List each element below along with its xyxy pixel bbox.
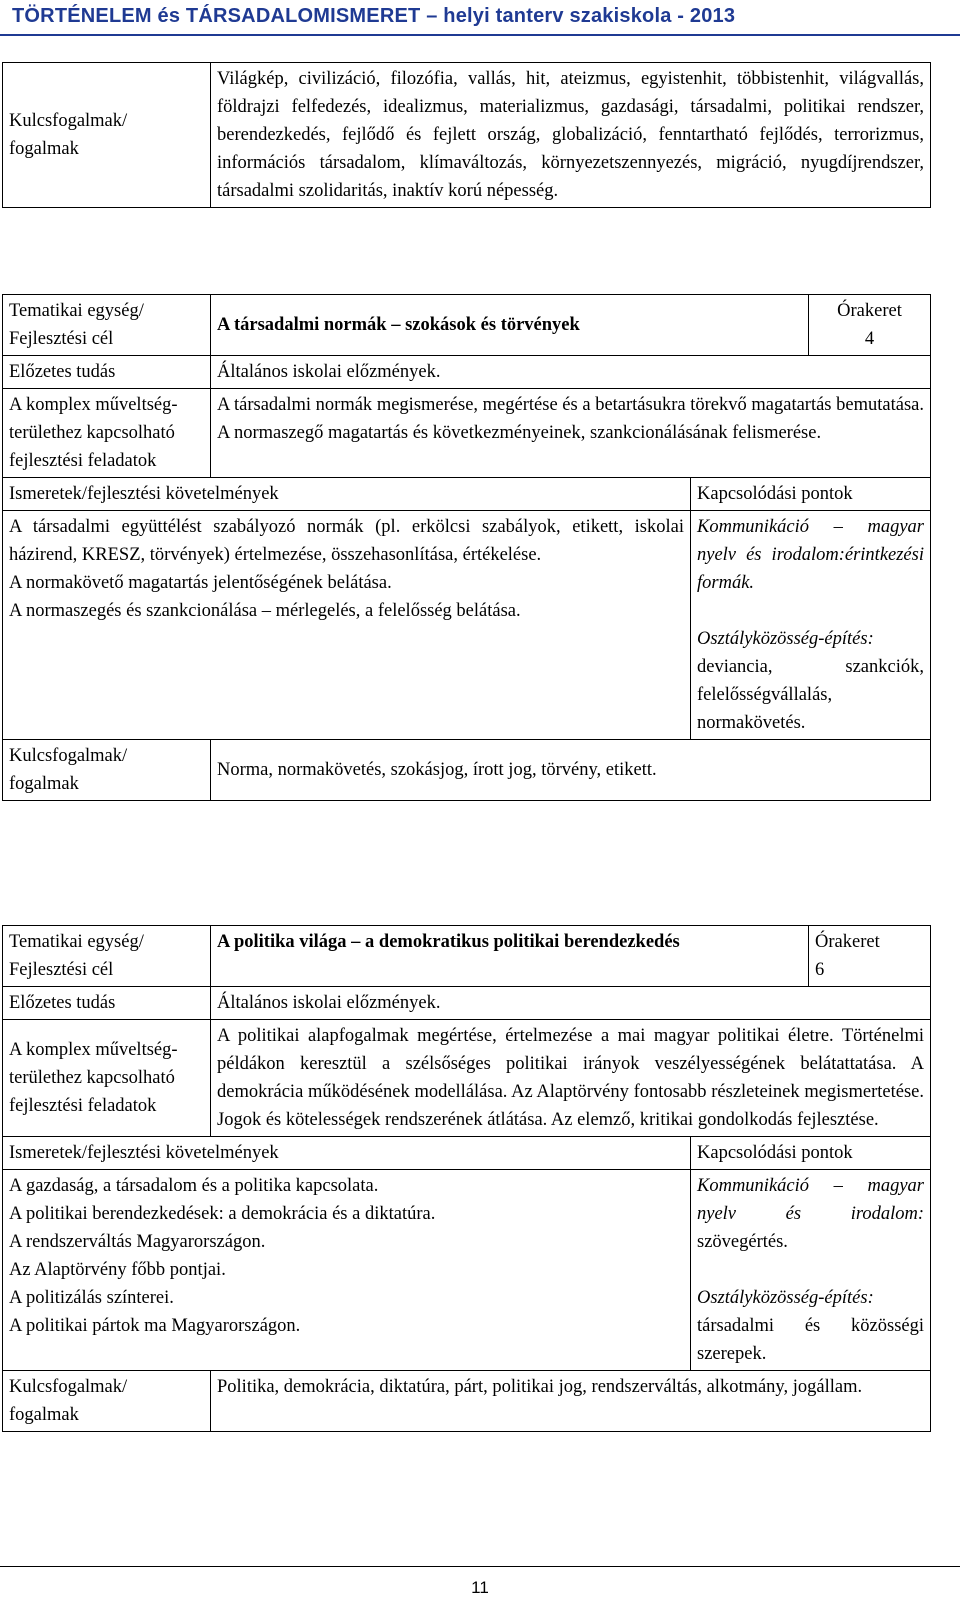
unit-table-norms [2, 294, 931, 801]
requirement-item: A rendszerváltás Magyarországon. [9, 1232, 266, 1252]
requirement-item: A társadalmi együttélést szabályozó normák (pl. erkölcsi szabályok, etikett, iskolai házirend, KRESZ, törvények) értelmezése, összehasonlítása, értékelése. [9, 517, 684, 565]
requirement-item: A normaszegés és szankcionálása – mérlegelés, a felelősség belátása. [9, 601, 521, 621]
key-concepts-text: Norma, normakövetés, szokásjog, írott jog, törvény, etikett. [211, 740, 931, 801]
theme-label: Tematikai egység/ Fejlesztési cél [3, 926, 211, 987]
connection-item [697, 1284, 924, 1368]
connection-text: társadalmi és közösségi szerepek. [697, 1316, 925, 1364]
key-concepts-table-top [2, 62, 931, 208]
connection-subject: Osztályközösség-építés: [697, 1288, 874, 1308]
connection-text: deviancia, szankciók, felelősségvállalás, normakövetés. [697, 657, 924, 733]
development-tasks-label: A komplex műveltség-területhez kapcsolható fejlesztési feladatok [3, 1020, 211, 1137]
key-concepts-label: Kulcsfogalmak/ fogalmak [3, 1371, 211, 1432]
requirements-header: Ismeretek/fejlesztési követelmények [3, 1137, 691, 1170]
theme-label: Tematikai egység/ Fejlesztési cél [3, 295, 211, 356]
hours-label: Órakeret [815, 932, 880, 952]
prior-knowledge-label: Előzetes tudás [3, 987, 211, 1020]
requirement-item: A politizálás színterei. [9, 1288, 174, 1308]
key-concepts-text: Politika, demokrácia, diktatúra, párt, politikai jog, rendszerváltás, alkotmány, jogállam. [211, 1371, 931, 1432]
connection-item [697, 625, 924, 737]
hours-value: 4 [864, 329, 875, 349]
requirement-item: A gazdaság, a társadalom és a politika kapcsolata. [9, 1176, 379, 1196]
requirements-list [3, 1170, 691, 1371]
connections-list [691, 511, 931, 740]
prior-knowledge-text: Általános iskolai előzmények. [211, 987, 931, 1020]
prior-knowledge-text: Általános iskolai előzmények. [211, 356, 931, 389]
requirement-item: A politikai berendezkedések: a demokrácia és a diktatúra. [9, 1204, 436, 1224]
requirement-item: Az Alaptörvény főbb pontjai. [9, 1260, 226, 1280]
theme-title: A politika világa – a demokratikus politikai berendezkedés [211, 926, 809, 987]
development-tasks-label: A komplex műveltség-területhez kapcsolható fejlesztési feladatok [3, 389, 211, 478]
connections-header: Kapcsolódási pontok [691, 1137, 931, 1170]
header-rule [0, 34, 960, 36]
theme-title: A társadalmi normák – szokások és törvények [211, 295, 809, 356]
hours-label: Órakeret [837, 301, 902, 321]
footer-rule [0, 1566, 960, 1567]
connection-text: szövegértés. [697, 1232, 788, 1252]
connection-subject: Kommunikáció – magyar nyelv és irodalom: [697, 517, 924, 565]
development-tasks-text: A társadalmi normák megismerése, megértése és a betartásukra törekvő magatartás bemutatása. A normaszegő magatartás és következményeinek, szankcionálásának felismerése. [211, 389, 931, 478]
key-concepts-label: Kulcsfogalmak/ fogalmak [3, 740, 211, 801]
connection-text: érintkezési formák. [697, 545, 924, 593]
hours-value: 6 [815, 960, 825, 980]
connections-header: Kapcsolódási pontok [691, 478, 931, 511]
development-tasks-text: A politikai alapfogalmak megértése, értelmezése a mai magyar politikai életre. Történelmi példákon keresztül a szélsőséges politikai irányok veszélyességének belátattatása. A demokrácia működésének modellálása. Az Alaptörvény fontosabb részleteinek megismertetése. Jogok és kötelességek rendszerének átlátása. Az elemző, kritikai gondolkodás fejlesztése. [211, 1020, 931, 1137]
connection-item [697, 1172, 924, 1256]
requirement-item: A politikai pártok ma Magyarországon. [9, 1316, 301, 1336]
key-concepts-label: Kulcsfogalmak/ fogalmak [3, 63, 211, 208]
page-number: 11 [471, 1578, 489, 1597]
requirements-list [3, 511, 691, 740]
prior-knowledge-label: Előzetes tudás [3, 356, 211, 389]
connection-subject: Kommunikáció – magyar nyelv és irodalom: [697, 1176, 925, 1224]
page-header-title: TÖRTÉNELEM és TÁRSADALOMISMERET – helyi tanterv szakiskola - 2013 [12, 5, 736, 27]
unit-table-politics [2, 925, 931, 1432]
connections-list [691, 1170, 931, 1371]
hours-cell [809, 926, 931, 987]
key-concepts-text: Világkép, civilizáció, filozófia, vallás, hit, ateizmus, egyistenhit, többistenhit, világvallás, földrajzi felfedezés, idealizmus, materializmus, gazdasági, társadalmi, politikai rendszer, berendezkedés, fejlődő és fejlett ország, globalizáció, fenntartható fejlődés, terrorizmus, információs társadalom, klímaváltozás, környezetszennyezés, migráció, nyugdíjrendszer, társadalmi szolidaritás, inaktív korú népesség. [211, 63, 931, 208]
connection-subject: Osztályközösség-építés: [697, 629, 874, 649]
requirement-item: A normakövető magatartás jelentőségének belátása. [9, 573, 392, 593]
connection-item [697, 513, 924, 597]
hours-cell [809, 295, 931, 356]
requirements-header: Ismeretek/fejlesztési követelmények [3, 478, 691, 511]
